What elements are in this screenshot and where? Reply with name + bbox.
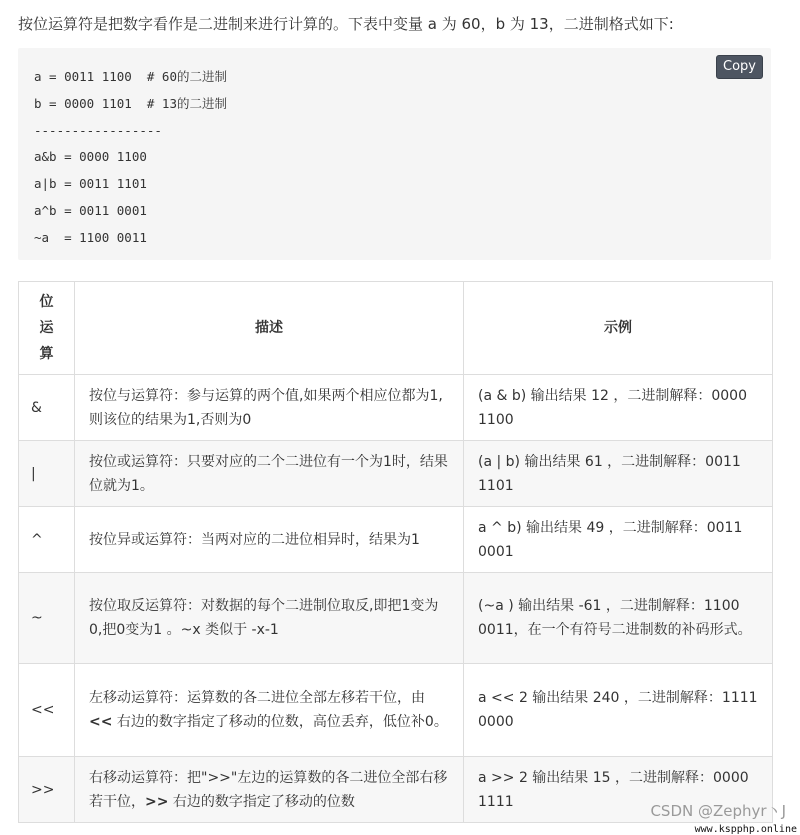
- header-operator-char: 位: [39, 294, 54, 310]
- operator-cell: ^: [19, 507, 75, 573]
- header-description: 描述: [75, 282, 464, 375]
- code-line: b = 0000 1101 # 13的二进制: [34, 95, 227, 111]
- description-text: 右边的数字指定了移动的位数: [168, 793, 355, 810]
- table-row: [19, 441, 773, 507]
- header-operator-char: 算: [39, 346, 54, 362]
- header-example: 示例: [464, 282, 773, 375]
- code-lines: [34, 64, 227, 252]
- example-cell: (~a ) 输出结果 -61 ，二进制解释：1100 0011，在一个有符号二进制数的补码形式。: [464, 573, 773, 664]
- copy-button[interactable]: Copy: [716, 55, 763, 79]
- example-cell: (a | b) 输出结果 61 ，二进制解释：0011 1101: [464, 441, 773, 507]
- description-cell: 按位异或运算符：当两对应的二进位相异时，结果为1: [75, 507, 464, 573]
- code-line: a&b = 0000 1100: [34, 149, 147, 165]
- description-cell: 按位取反运算符：对数据的每个二进制位取反,即把1变为0,把0变为1 。~x 类似于 -x-1: [75, 573, 464, 664]
- description-cell: [75, 757, 464, 823]
- intro-paragraph: 按位运算符是把数字看作是二进制来进行计算的。下表中变量 a 为 60，b 为 13，二进制格式如下:: [18, 15, 674, 33]
- table-header-row: [19, 282, 773, 375]
- code-line: -----------------: [34, 122, 162, 138]
- csdn-watermark: CSDN @Zephyr丶J: [650, 802, 786, 820]
- description-text: 左移动运算符：运算数的各二进位全部左移若干位，由: [89, 690, 425, 706]
- code-line: a = 0011 1100 # 60的二进制: [34, 69, 227, 84]
- code-block: [18, 48, 771, 260]
- operator-cell: &: [19, 375, 75, 441]
- example-cell: a ^ b) 输出结果 49 ，二进制解释：0011 0001: [464, 507, 773, 573]
- table-row: [19, 507, 773, 573]
- example-cell: a >> 2 输出结果 15 ，二进制解释：0000 1111: [464, 757, 773, 823]
- operator-cell: ~: [19, 573, 75, 664]
- description-bold: <<: [89, 714, 113, 730]
- table-row: [19, 573, 773, 664]
- description-text: 右移动运算符：把">>"左边的运算数的各二进位全部右移若干位，: [89, 769, 448, 810]
- example-cell: (a & b) 输出结果 12 ，二进制解释：0000 1100: [464, 375, 773, 441]
- header-operator-char: 运: [39, 320, 54, 336]
- description-text: 右边的数字指定了移动的位数，高位丢弃，低位补0。: [112, 714, 448, 730]
- operator-cell: <<: [19, 664, 75, 757]
- code-line: a|b = 0011 1101: [34, 176, 147, 192]
- table-row: [19, 375, 773, 441]
- table-row: [19, 664, 773, 757]
- code-line: a^b = 0011 0001: [34, 202, 147, 218]
- description-cell: 按位或运算符：只要对应的二个二进位有一个为1时，结果位就为1。: [75, 441, 464, 507]
- operator-cell: >>: [19, 757, 75, 823]
- description-cell: [75, 664, 464, 757]
- code-line: ~a = 1100 0011: [34, 229, 147, 245]
- description-cell: 按位与运算符：参与运算的两个值,如果两个相应位都为1,则该位的结果为1,否则为0: [75, 375, 464, 441]
- example-cell: a << 2 输出结果 240 ，二进制解释：1111 0000: [464, 664, 773, 757]
- operator-cell: |: [19, 441, 75, 507]
- header-operator: [19, 282, 75, 375]
- site-watermark: www.kspphp.online: [692, 824, 800, 835]
- description-bold: >>: [145, 793, 169, 810]
- operators-table: [18, 281, 773, 823]
